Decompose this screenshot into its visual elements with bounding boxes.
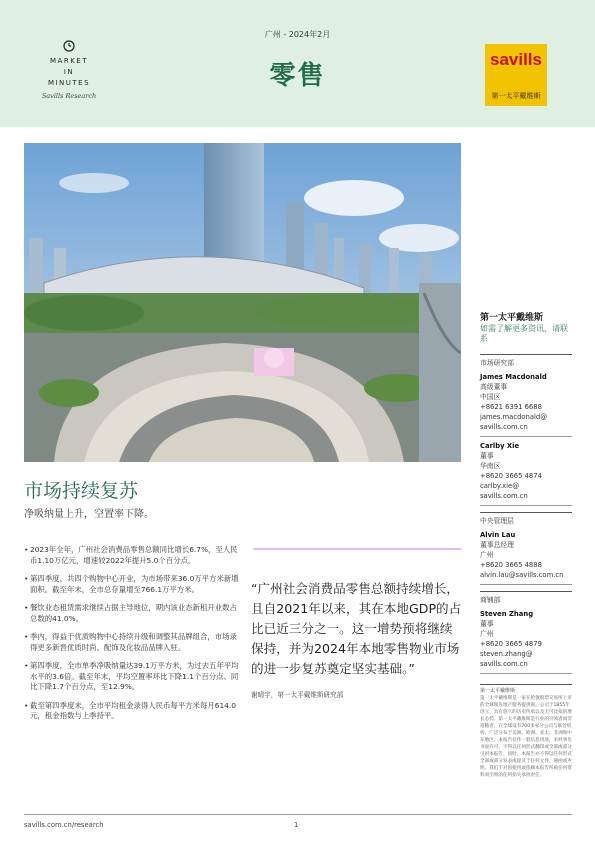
list-item: • 2023年全年，广州社会消费品零售总额同比增长6.7%，至人民币1.10万亿元，增速较2022年提升5.0个百分点。 [24,545,239,566]
contact-card [480,530,572,585]
key-points-list [24,545,239,730]
contact-name: James Macdonald [480,373,547,381]
contact-card [480,372,572,437]
contact-email[interactable]: carlby.xie@ [480,482,520,490]
contact-email-domain[interactable]: savills.com.cn [480,423,528,431]
contact-title: 董事 [480,620,494,628]
contact-region: 广州 [480,630,494,638]
footer-divider [24,814,572,815]
pull-quote: “广州社会消费品零售总额持续增长，且自2021年以来，其在本地GDP的占比已近三分之一。这一增势预将继续保持，并为2024年本地零售物业市场的进一步复苏奠定坚实基础。” [251,581,462,676]
quote-author: 谢晴宇，第一太平戴维斯研究部 [251,691,344,699]
contact-name: Steven Zhang [480,610,534,618]
shopping-mall-photo [24,143,461,462]
contact-title: 高级董事 [480,383,508,391]
list-item: • 截至第四季度末，全市平均租金录得人民币每平方米每月614.0元，租金指数与上季持平。 [24,701,239,722]
list-item: • 餐饮业态租赁需求继续占据主导地位，期内该业态新租开业数占总数的41.0%。 [24,603,239,624]
contact-email-domain[interactable]: savills.com.cn [480,660,528,668]
brand-line-2: IN [63,68,75,76]
contact-email[interactable]: steven.zhang@ [480,650,533,658]
sidebar-section-title: 中央管理层 [480,512,572,526]
contact-email-domain[interactable]: savills.com.cn [480,492,528,500]
contacts-sidebar [480,312,572,779]
header-band [0,0,595,127]
clock-icon [63,40,75,52]
footer-url[interactable]: savills.com.cn/research [24,821,104,829]
logo-wordmark: savills [490,50,542,69]
contact-phone[interactable]: +8620 3665 4874 [480,472,542,480]
dateline: 广州 - 2024年2月 [264,30,331,39]
contact-region: 中国区 [480,393,501,401]
contact-card [480,441,572,506]
contact-phone[interactable]: +8621 6391 6688 [480,403,542,411]
sidebar-section-title: 市场研究部 [480,354,572,368]
contact-title: 董事总经理 [480,541,514,549]
list-item: • 第四季度，全市单季净吸纳量达39.1万平方米，为过去五年平均水平的3.6倍。截至年末，平均空置率环比下降1.1个百分点、同比下降1.7个百分点，至12.9%。 [24,661,239,693]
contact-email[interactable]: alvin.lau@savills.com.cn [480,571,564,579]
contact-title: 董事 [480,452,494,460]
page-number: 1 [294,821,299,829]
contact-region: 华南区 [480,462,501,470]
brand-series: Savills Research [41,92,97,100]
logo-chinese-name: 第一太平戴维斯 [491,92,541,100]
sidebar-firm-name: 第一太平戴维斯 [480,313,544,323]
section-heading: 市场持续复苏 [24,480,139,502]
brand-line-1: MARKET [50,57,88,65]
contact-card [480,609,572,674]
disclaimer-title: 第一太平戴维斯 [480,684,572,695]
section-subheading: 净吸纳量上升，空置率下降。 [24,509,154,520]
list-item: • 第四季度，共四个购物中心开业，为市场带来36.0万平方米新增面积。截至年末，全市总存量增至766.1万平方米。 [24,574,239,595]
contact-phone[interactable]: +8620 3665 4888 [480,561,542,569]
contact-phone[interactable]: +8620 3665 4879 [480,640,542,648]
page-title: 零售 [269,61,326,91]
contact-name: Alvin Lau [480,531,516,539]
disclaimer-text: 第一太平戴维斯是一家在伦敦股票交易所上市的全球领先地产服务提供商。公司于1855年创立，具有悠久的历史传承以及无可比拟的增长态势。第一太平戴维斯是行业的引领者而非追随者，在全球设有700多家分公司与联营机构，广泛分布于美洲、欧洲、亚太、非洲和中东地区。本报告仅作一般信息用途，未经事先书面许可，不得以任何形式翻印或全部或部分引用本报告。同时，本报告亦不得以任何形式全部或部分发表或提及于任何文件、通函或声明。我们不对因使用或依赖本报告所载任何资料而引致的任何损失承担责任。 [480,696,572,778]
contact-name: Carlby Xie [480,442,520,450]
list-item: • 季内，得益于优质购物中心持续升级和调整其品牌组合，市场录得更多新晋优质时尚、配饰及化妆品品牌入驻。 [24,632,239,653]
savills-logo [485,44,547,106]
contact-email[interactable]: james.macdonald@ [480,413,548,421]
quote-divider [253,548,461,550]
brand-line-3: MINUTES [47,79,91,87]
sidebar-section-title: 商铺部 [480,591,572,605]
contact-region: 广州 [480,551,494,559]
sidebar-more-info: 如需了解更多资讯，请联系 [480,324,568,343]
